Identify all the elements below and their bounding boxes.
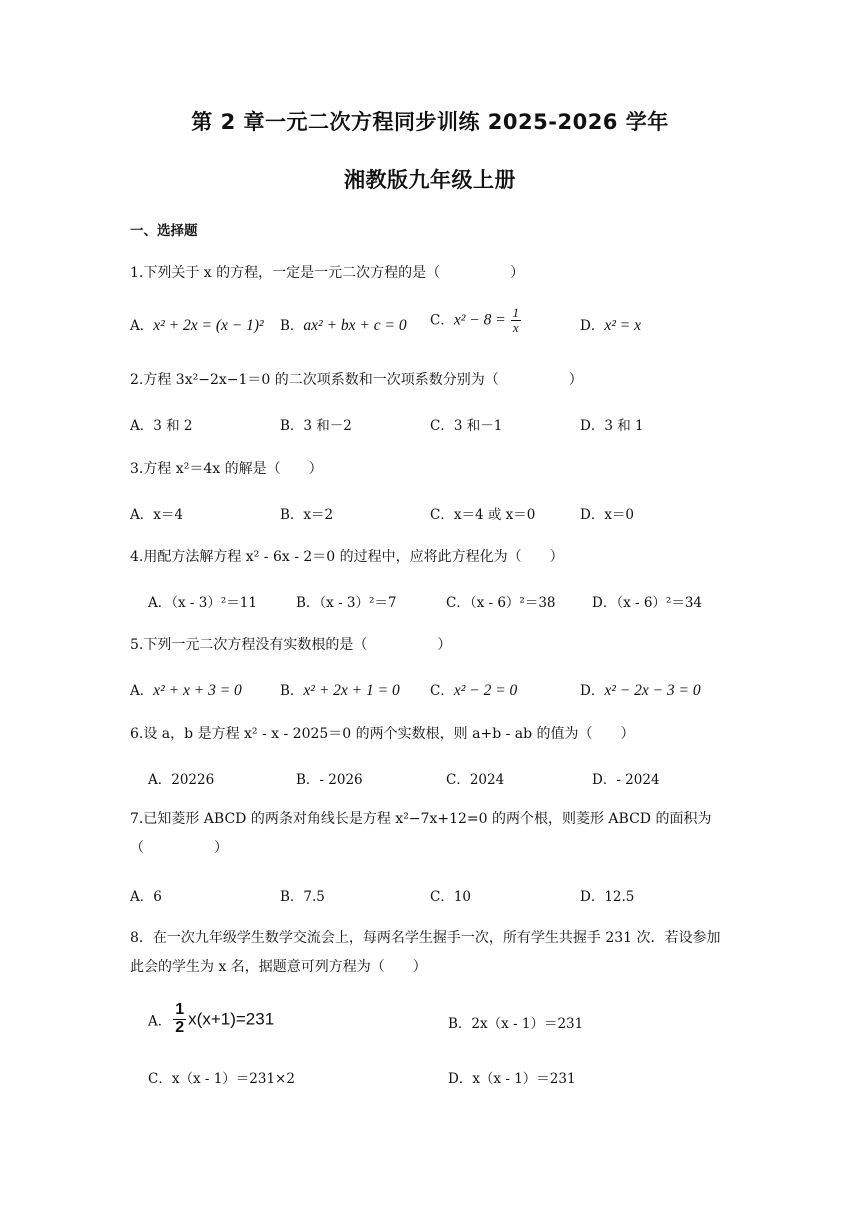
document-title-line1: 第 2 章一元二次方程同步训练 2025-2026 学年 (191, 110, 669, 134)
q3-option-d: D．x＝0 (580, 507, 635, 523)
q5-option-c: C．x² − 2 = 0 (430, 682, 518, 699)
q3-option-c: C．x＝4 或 x＝0 (430, 507, 536, 523)
q3-option-a: A．x＝4 (130, 507, 183, 523)
q1-option-c: C．x² − 8 = $\frac{1}{x}$ (430, 305, 520, 336)
q7-option-c: C．10 (430, 889, 472, 905)
q2-option-c: C．3 和－1 (430, 418, 503, 434)
question-2-stem: 2.方程 3x²−2x−1＝0 的二次项系数和一次项系数分别为（ ） (130, 372, 583, 388)
q6-option-d: D．- 2024 (592, 772, 660, 788)
q4-option-b: B．（x - 3）²＝7 (296, 595, 397, 611)
q8-option-d: D．x（x - 1）＝231 (448, 1071, 576, 1087)
q3-option-b: B．x＝2 (280, 507, 334, 523)
question-7-stem: 7.已知菱形 ABCD 的两条对角线长是方程 x²−7x+12=0 的两个根，则菱形 ABCD 的面积为（ ） (130, 811, 712, 856)
q4-option-a: A．（x - 3）²＝11 (148, 595, 257, 611)
question-6-stem: 6.设 a，b 是方程 x² - x - 2025＝0 的两个实数根，则 a+b - ab 的值为（ ） (130, 726, 635, 742)
question-3-stem: 3.方程 x²＝4x 的解是（ ） (130, 461, 323, 477)
q2-option-a: A．3 和 2 (130, 418, 193, 434)
q1-option-b: B．ax² + bx + c = 0 (280, 317, 407, 334)
q8-option-a-fraction: $\frac{1}{2}$ (175, 1001, 185, 1036)
q6-option-a: A．20226 (148, 772, 215, 788)
q8-option-c: C．x（x - 1）＝231×2 (148, 1071, 295, 1087)
q1-option-a: A．x² + 2x = (x − 1)² (130, 317, 264, 334)
q5-option-d: D．x² − 2x − 3 = 0 (580, 682, 701, 699)
q1-option-d: D．x² = x (580, 317, 641, 334)
q7-option-a: A．6 (130, 889, 162, 905)
question-4-stem: 4.用配方法解方程 x² - 6x - 2＝0 的过程中，应将此方程化为（ ） (130, 549, 564, 565)
section-heading-choice: 一、选择题 (130, 223, 198, 239)
q7-option-d: D．12.5 (580, 889, 635, 905)
question-5-stem: 5.下列一元二次方程没有实数根的是（ ） (130, 637, 452, 653)
q6-option-b: B．- 2026 (296, 772, 363, 788)
q5-option-b: B．x² + 2x + 1 = 0 (280, 682, 400, 699)
q8-option-b: B．2x（x - 1）＝231 (448, 1016, 584, 1032)
q2-option-b: B．3 和－2 (280, 418, 352, 434)
q6-option-c: C．2024 (446, 772, 505, 788)
q4-option-c: C．（x - 6）²＝38 (446, 595, 556, 611)
question-1-stem: 1.下列关于 x 的方程，一定是一元二次方程的是（ ） (130, 265, 525, 281)
q1-option-c-fraction: $\frac{1}{x}$ (512, 305, 520, 336)
q4-option-d: D．（x - 6）²＝34 (592, 595, 703, 611)
q7-option-b: B．7.5 (280, 889, 325, 905)
q5-option-a: A．x² + x + 3 = 0 (130, 682, 242, 699)
q2-option-d: D．3 和 1 (580, 418, 644, 434)
document-title-line2: 湘教版九年级上册 (344, 168, 516, 192)
q8-option-a: A． $\frac{1}{2}$ x(x+1)=231 (148, 1001, 275, 1036)
question-8-stem: 8．在一次九年级学生数学交流会上，每两名学生握手一次，所有学生共握手 231 次．若设参加此会的学生为 x 名，据题意可列方程为（ ） (130, 930, 721, 975)
